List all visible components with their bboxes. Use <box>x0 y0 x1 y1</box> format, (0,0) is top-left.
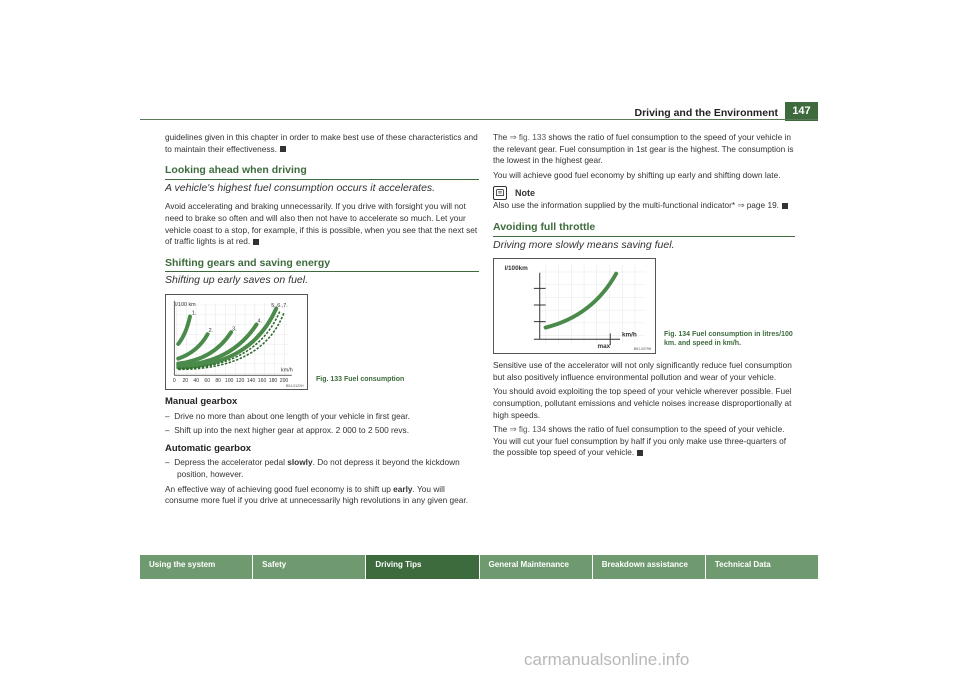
section-subtitle-shifting-gears: Shifting up early saves on fuel. <box>165 274 309 287</box>
x-axis-unit: km/h <box>281 367 293 374</box>
automatic-gearbox-heading: Automatic gearbox <box>165 442 252 454</box>
x-axis-unit: km/h <box>621 331 637 339</box>
gear-label-5-6-7: 5.,6.,7. <box>271 302 288 309</box>
tab-breakdown-assistance[interactable]: Breakdown assistance <box>593 555 705 579</box>
figure-133 <box>165 294 479 390</box>
x-tick-label: 40 <box>193 378 200 385</box>
section-title-shifting-gears: Shifting gears and saving energy <box>165 258 479 273</box>
figure-133-caption: Fig. 133 Fuel consumption <box>316 375 405 383</box>
section-title-full-throttle: Avoiding full throttle <box>493 222 795 237</box>
section-subtitle-full-throttle: Driving more slowly means saving fuel. <box>493 238 675 251</box>
x-tick-label: 80 <box>215 378 222 385</box>
section-end-marker <box>280 146 286 152</box>
looking-ahead-paragraph: Avoid accelerating and braking unnecessarily. If you drive with forsight you will not need to brake so often and will also then not have to accelerate so much. Let your vehicle coast to a stop, for example, if this is possible, when you see that the next set of traffic lights is at red. <box>165 201 478 247</box>
x-tick-label: 20 <box>182 378 189 385</box>
left-column <box>165 132 479 510</box>
figure-code: B5J-0079H <box>633 347 652 352</box>
fuel-consumption-gears-chart <box>165 294 308 390</box>
closing-paragraph: An effective way of achieving good fuel economy is to shift up early. You will consume more fuel if you drive at unnecessarily high revolutions in any given gear. <box>165 483 469 506</box>
note-header <box>493 186 795 200</box>
y-axis-unit: l/100 km <box>175 301 196 308</box>
automatic-gearbox-list <box>165 457 479 480</box>
y-axis-unit: l/100km <box>504 264 528 272</box>
list-item: – Shift up into the next higher gear at approx. 2 000 to 2 500 revs. <box>165 425 410 436</box>
intro-paragraph: guidelines given in this chapter in order to make best use of these characteristics and to maintain their effectiveness. <box>165 132 478 154</box>
x-tick-label: 140 <box>246 378 256 385</box>
accelerator-paragraph: Sensitive use of the accelerator will not only significantly reduce fuel consumption but also positively influence environmental pollution and wear of your vehicle. <box>493 360 792 382</box>
section-title-looking-ahead: Looking ahead when driving <box>165 165 479 180</box>
note-title: Note <box>515 187 535 198</box>
tab-safety[interactable]: Safety <box>253 555 365 579</box>
fuel-consumption-speed-chart <box>493 258 656 354</box>
x-tick-label: 160 <box>257 378 267 385</box>
tab-technical-data[interactable]: Technical Data <box>706 555 818 579</box>
top-speed-paragraph: You should avoid exploiting the top speed of your vehicle wherever possible. Fuel consumption, pollutant emissions and vehicle noises increase disproportionally at high speeds. <box>493 386 792 420</box>
fig133-explanation-paragraph: The ⇒ fig. 133 shows the ratio of fuel consumption to the speed of your vehicle in the relevant gear. Fuel consumption in 1st gear is the highest. The consumption is the lowest in the highest gear. <box>493 132 794 166</box>
arrow-icon: ⇒ <box>737 200 745 211</box>
max-speed-label: max <box>597 343 611 351</box>
right-column <box>493 132 795 462</box>
figure-134 <box>493 258 795 354</box>
fig134-explanation-paragraph: The ⇒ fig. 134 shows the ratio of fuel consumption to the speed of your vehicle. You will cut your fuel consumption by half if you only make use three-quarters of the possible top speed of your vehicle. <box>493 424 787 458</box>
x-axis-ticks <box>173 378 288 384</box>
gear-label-2: 2. <box>208 328 214 335</box>
x-tick-label: 180 <box>268 378 278 385</box>
gear-label-4: 4. <box>257 318 263 325</box>
x-tick-label: 200 <box>279 378 289 385</box>
x-tick-label: 120 <box>235 378 245 385</box>
header-rule <box>140 119 818 120</box>
note-icon <box>493 186 507 200</box>
gear-label-3: 3. <box>232 326 237 333</box>
page-number: 147 <box>785 102 818 121</box>
section-end-marker <box>782 203 788 209</box>
tab-general-maintenance[interactable]: General Maintenance <box>480 555 592 579</box>
chapter-navigation <box>140 555 818 579</box>
section-end-marker <box>253 239 259 245</box>
figure-134-caption: Fig. 134 Fuel consumption in litres/100 km. and speed in km/h. <box>664 331 793 348</box>
manual-gearbox-heading: Manual gearbox <box>165 395 238 407</box>
tab-using-the-system[interactable]: Using the system <box>140 555 252 579</box>
list-item: – Drive no more than about one length of your vehicle in first gear. <box>165 410 410 421</box>
figure-reference-link[interactable]: fig. 134 <box>518 424 547 435</box>
x-tick-label: 100 <box>224 378 234 385</box>
x-tick-label: 60 <box>204 378 211 385</box>
section-subtitle-looking-ahead: A vehicle's highest fuel consumption occurs it accelerates. <box>165 181 436 194</box>
watermark: carmanualsonline.info <box>524 650 690 669</box>
list-item: – Depress the accelerator pedal slowly. Do not depress it beyond the kickdown position, however. <box>165 457 460 479</box>
gear-label-1: 1. <box>191 310 197 317</box>
arrow-icon: ⇒ <box>509 424 517 435</box>
manual-gearbox-list <box>165 411 479 437</box>
arrow-icon: ⇒ <box>509 132 517 142</box>
page-header-title: Driving and the Environment <box>634 107 778 119</box>
x-tick-label: 0 <box>172 378 176 385</box>
figure-reference-link[interactable]: fig. 133 <box>518 132 547 142</box>
note-paragraph: Also use the information supplied by the multi-functional indicator* ⇒ page 19. <box>493 200 795 212</box>
shifting-tip-paragraph: You will achieve good fuel economy by shifting up early and shifting down late. <box>493 169 781 180</box>
section-end-marker <box>637 450 643 456</box>
tab-driving-tips[interactable]: Driving Tips <box>366 555 478 579</box>
figure-code: B5J-0122H <box>285 383 304 388</box>
